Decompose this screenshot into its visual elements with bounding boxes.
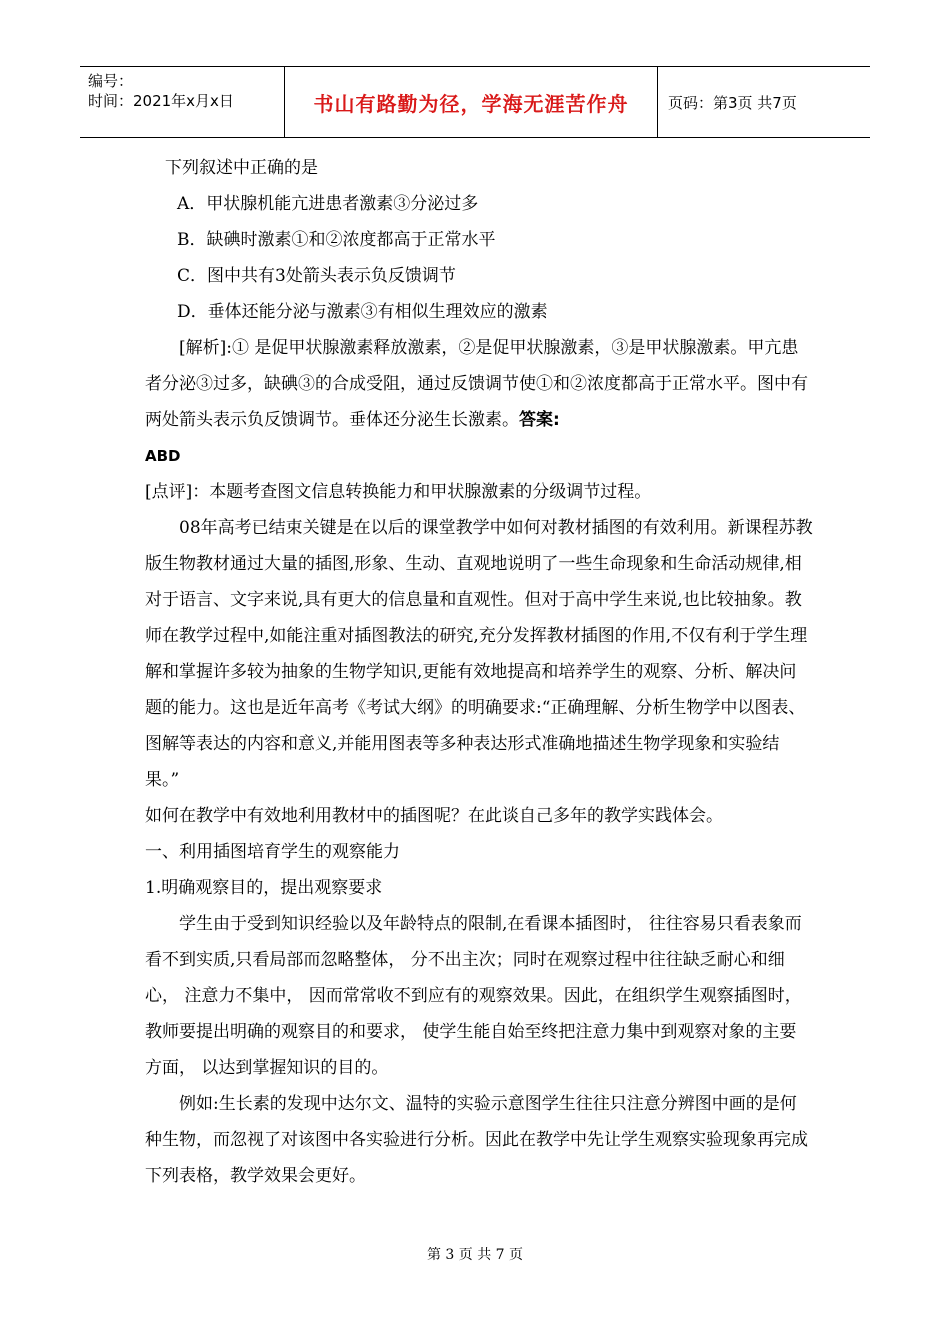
option-a: A．甲状腺机能亢进患者激素③分泌过多 (177, 194, 479, 214)
date-label: 时间：2021年x月x日 (88, 92, 234, 110)
question-paragraph: 如何在教学中有效地利用教材中的插图呢？在此谈自己多年的教学实践体会。 (145, 806, 723, 826)
header-meta (80, 67, 285, 137)
observation-paragraph: 学生由于受到知识经验以及年龄特点的限制,在看课本插图时， 往往容易只看表象而看不到实质,只看局部而忽略整体， 分不出主次；同时在观察过程中往往缺乏耐心和细心， 注意力不集中， 因而常常收不到应有的观察效果。因此，在组织学生观察插图时， 教师要提出明确的观察目的和要求， 使学生能自始至终把注意力集中到观察对象的主要方面， 以达到掌握知识的目的。 (145, 914, 802, 1078)
motto: 书山有路勤为径，学海无涯苦作舟 (313, 91, 629, 116)
page-footer (0, 1244, 950, 1264)
page-info: 页码：第3页 共7页 (668, 93, 797, 112)
subsection-heading: 1.明确观察目的，提出观察要求 (145, 878, 383, 898)
analysis-paragraph (145, 330, 813, 474)
option-b: B．缺碘时激素①和②浓度都高于正常水平 (177, 230, 496, 250)
section-heading: 一、利用插图培育学生的观察能力 (145, 842, 400, 862)
answer-value: ABD (145, 447, 181, 465)
analysis-text: [解析]:① 是促甲状腺激素释放激素，②是促甲状腺激素，③是甲状腺激素。甲亢患者分泌③过多，缺碘③的合成受阻，通过反馈调节使①和②浓度都高于正常水平。图中有两处箭头表示负反馈调节。垂体还分泌生长激素。 (145, 338, 808, 430)
example-paragraph: 例如:生长素的发现中达尔文、温特的实验示意图学生往往只注意分辨图中画的是何种生物，而忽视了对该图中各实验进行分析。因此在教学中先让学生观察实验现象再完成下列表格，教学效果会更好。 (145, 1094, 808, 1186)
header-page-info (658, 67, 870, 137)
page-header (80, 66, 870, 138)
document-body (145, 150, 813, 1194)
header-motto-cell (285, 67, 658, 137)
option-d: D．垂体还能分泌与激素③有相似生理效应的激素 (177, 302, 548, 322)
comment-paragraph: [点评]：本题考查图文信息转换能力和甲状腺激素的分级调节过程。 (145, 482, 652, 502)
question-stem: 下列叙述中正确的是 (165, 158, 318, 178)
code-label: 编号： (88, 72, 134, 90)
footer-page-number: 第 3 页 共 7 页 (426, 1247, 524, 1263)
answer-label: 答案: (519, 410, 560, 430)
option-c: C．图中共有3处箭头表示负反馈调节 (177, 266, 456, 286)
intro-paragraph: 08年高考已结束关键是在以后的课堂教学中如何对教材插图的有效利用。新课程苏教版生物教材通过大量的插图,形象、生动、直观地说明了一些生命现象和生命活动规律,相对于语言、文字来说,具有更大的信息量和直观性。但对于高中学生来说,也比较抽象。教师在教学过程中,如能注重对插图教法的研究,充分发挥教材插图的作用,不仅有利于学生理解和掌握许多较为抽象的生物学知识,更能有效地提高和培养学生的观察、分析、解决问题的能力。这也是近年高考《考试大纲》的明确要求:“正确理解、分析生物学中以图表、图解等表达的内容和意义,并能用图表等多种表达形式准确地描述生物学现象和实验结果。” (145, 518, 813, 790)
